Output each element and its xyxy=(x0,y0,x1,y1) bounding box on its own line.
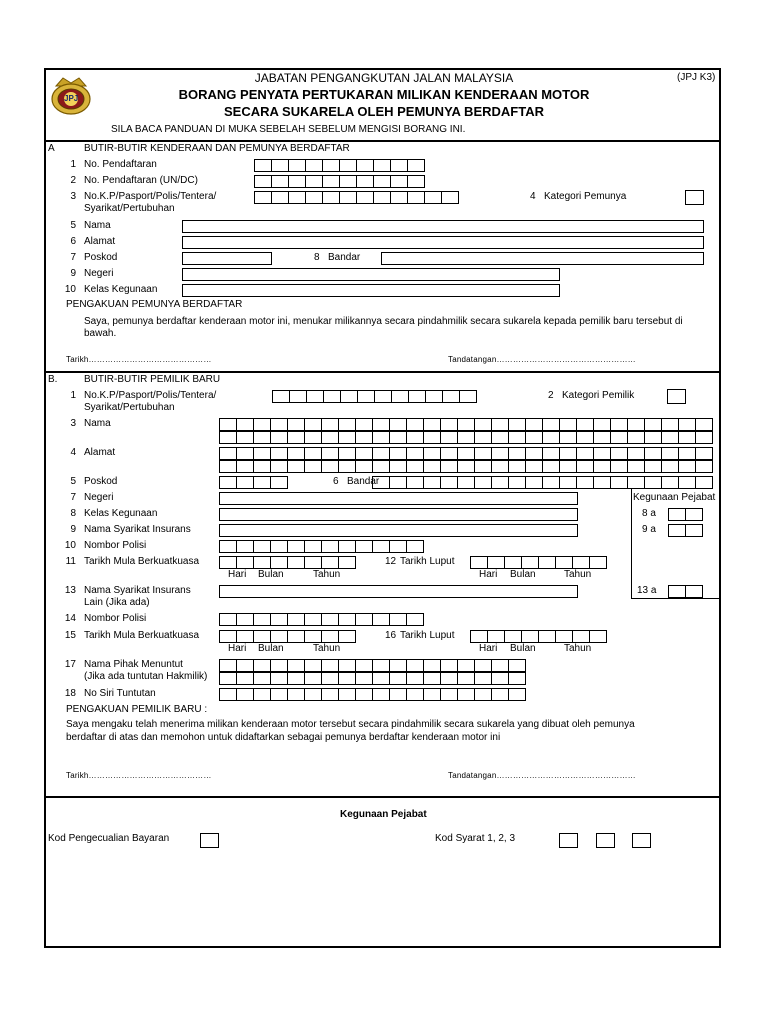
b-declaration-line2: berdaftar di atas dan memohon untuk didaftarkan sebagai pemunya berdaftar kenderaan motor ini xyxy=(66,732,501,743)
a-item-6-num: 6 xyxy=(70,236,76,247)
a-item-8-num: 8 xyxy=(314,252,320,263)
other-policy-number-field[interactable] xyxy=(219,613,424,626)
a-item-10-num: 10 xyxy=(64,284,76,295)
office-code-13a: 13 a xyxy=(637,585,657,596)
a-item-4-num: 4 xyxy=(530,191,536,202)
a-date-line[interactable]: Tarikh……………………………………… xyxy=(66,355,212,364)
section-b-letter: B. xyxy=(48,374,58,385)
form-title-line1: BORANG PENYATA PERTUKARAN MILIKAN KENDERAAN MOTOR xyxy=(178,87,590,102)
office-code-8a: 8 a xyxy=(642,508,656,519)
condition-code-label: Kod Syarat 1, 2, 3 xyxy=(435,833,516,844)
a-declaration-heading: PENGAKUAN PEMUNYA BERDAFTAR xyxy=(66,299,243,310)
a-item-1-num: 1 xyxy=(70,159,76,170)
b-item-1-label: No.K.P/Pasport/Polis/Tentera/ xyxy=(84,390,217,401)
policy-expiry-date-field[interactable] xyxy=(470,556,607,569)
b-item-9-label: Nama Syarikat Insurans xyxy=(84,524,191,535)
a-item-7-num: 7 xyxy=(70,252,76,263)
b12-year-label: Tahun xyxy=(564,569,592,580)
b16-year-label: Tahun xyxy=(564,643,592,654)
b-item-5-num: 5 xyxy=(70,476,76,487)
b-item-4-num: 4 xyxy=(70,447,76,458)
b16-month-label: Bulan xyxy=(510,643,536,654)
owner-postcode-field[interactable] xyxy=(182,252,272,265)
a-declaration-line1: Saya, pemunya berdaftar kenderaan motor ini, menukar milikannya secara pindahmilik secara sukarela kepada pemilik baru tersebut di xyxy=(84,316,683,327)
new-owner-usage-class-field[interactable] xyxy=(219,508,578,521)
registration-number-undc-field[interactable] xyxy=(254,175,425,188)
b-item-3-label: Nama xyxy=(84,418,111,429)
b-item-11-label: Tarikh Mula Berkuatkuasa xyxy=(84,556,200,567)
b-item-18-label: No Siri Tuntutan xyxy=(84,688,156,699)
office-panel-bottom-border xyxy=(631,598,721,599)
insurance-company-field[interactable] xyxy=(219,524,578,537)
a-item-1-label: No. Pendaftaran xyxy=(84,159,157,170)
other-insurance-company-field[interactable] xyxy=(219,585,578,598)
header-divider xyxy=(44,140,721,142)
registration-number-field[interactable] xyxy=(254,159,425,172)
b-signature-line[interactable]: Tandatangan…………………………………………… xyxy=(448,771,636,780)
a-item-5-num: 5 xyxy=(70,220,76,231)
a-item-9-label: Negeri xyxy=(84,268,114,279)
exemption-code-box[interactable] xyxy=(200,833,219,848)
b-item-13-label2: Lain (Jika ada) xyxy=(84,597,150,608)
owner-category-box[interactable] xyxy=(685,190,704,205)
new-owner-city-field[interactable] xyxy=(372,476,713,489)
new-owner-name-row-1[interactable] xyxy=(219,418,713,431)
b-item-12-num: 12 xyxy=(385,556,397,567)
a-item-8-label: Bandar xyxy=(328,252,361,263)
b12-month-label: Bulan xyxy=(510,569,536,580)
b-item-17-label: Nama Pihak Menuntut xyxy=(84,659,183,670)
a-item-2-num: 2 xyxy=(70,175,76,186)
b-item-8-label: Kelas Kegunaan xyxy=(84,508,158,519)
b11-year-label: Tahun xyxy=(313,569,341,580)
a-item-3-label2: Syarikat/Pertubuhan xyxy=(84,203,175,214)
b-item-9-num: 9 xyxy=(70,524,76,535)
b-item-17-label2: (Jika ada tuntutan Hakmilik) xyxy=(84,671,208,682)
new-owner-id-field[interactable] xyxy=(272,390,477,403)
other-policy-expiry-date-field[interactable] xyxy=(470,630,607,643)
a-item-9-num: 9 xyxy=(70,268,76,279)
section-a-divider xyxy=(44,371,721,373)
a-declaration-line2: bawah. xyxy=(84,328,117,339)
b-item-2-label: Kategori Pemilik xyxy=(562,390,635,401)
b12-day-label: Hari xyxy=(479,569,498,580)
a-item-2-label: No. Pendaftaran (UN/DC) xyxy=(84,175,198,186)
b-item-8-num: 8 xyxy=(70,508,76,519)
b-item-1-label2: Syarikat/Pertubuhan xyxy=(84,402,175,413)
b-item-16-label: Tarikh Luput xyxy=(400,630,455,641)
a-item-6-label: Alamat xyxy=(84,236,116,247)
condition-code-box-1[interactable] xyxy=(559,833,578,848)
a-item-3-label: No.K.P/Pasport/Polis/Tentera/ xyxy=(84,191,217,202)
claim-serial-number-field[interactable] xyxy=(219,688,526,701)
b-item-10-label: Nombor Polisi xyxy=(84,540,147,551)
exemption-code-label: Kod Pengecualian Bayaran xyxy=(48,833,170,844)
new-owner-postcode-field[interactable] xyxy=(219,476,288,489)
form-code: (JPJ K3) xyxy=(677,72,716,83)
a-signature-line[interactable]: Tandatangan…………………………………………… xyxy=(448,355,636,364)
b-item-7-label: Negeri xyxy=(84,492,114,503)
new-owner-category-box[interactable] xyxy=(667,389,686,404)
b-item-14-num: 14 xyxy=(64,613,76,624)
section-b-divider xyxy=(44,796,721,798)
a-item-5-label: Nama xyxy=(84,220,111,231)
b-item-14-label: Nombor Polisi xyxy=(84,613,147,624)
b11-day-label: Hari xyxy=(228,569,247,580)
office-13a-boxes[interactable] xyxy=(668,585,703,598)
owner-id-field[interactable] xyxy=(254,191,459,204)
section-a-heading: BUTIR-BUTIR KENDERAAN DAN PEMUNYA BERDAFTAR xyxy=(84,143,350,154)
b-item-13-num: 13 xyxy=(64,585,76,596)
b16-day-label: Hari xyxy=(479,643,498,654)
b15-month-label: Bulan xyxy=(258,643,284,654)
emblem-text: JPJ xyxy=(64,94,79,103)
agency-name: JABATAN PENGANGKUTAN JALAN MALAYSIA xyxy=(254,71,514,85)
owner-address-field[interactable] xyxy=(182,236,704,249)
b-office-use-label: Kegunaan Pejabat xyxy=(633,492,716,503)
office-use-heading: Kegunaan Pejabat xyxy=(340,809,427,820)
policy-number-field[interactable] xyxy=(219,540,424,553)
office-8a-boxes[interactable] xyxy=(668,508,703,521)
condition-code-box-2[interactable] xyxy=(596,833,615,848)
b-item-16-num: 16 xyxy=(385,630,397,641)
b-item-3-num: 3 xyxy=(70,418,76,429)
condition-code-box-3[interactable] xyxy=(632,833,651,848)
office-code-9a: 9 a xyxy=(642,524,656,535)
section-a-letter: A xyxy=(48,143,55,154)
office-panel-left-border xyxy=(631,489,632,598)
new-owner-name-row-2[interactable] xyxy=(219,431,713,444)
owner-state-field[interactable] xyxy=(182,268,560,281)
new-owner-address-row-2[interactable] xyxy=(219,460,713,473)
b-item-7-num: 7 xyxy=(70,492,76,503)
a-item-10-label: Kelas Kegunaan xyxy=(84,284,158,295)
office-9a-boxes[interactable] xyxy=(668,524,703,537)
instruction-text: SILA BACA PANDUAN DI MUKA SEBELAH SEBELUM MENGISI BORANG INI. xyxy=(111,124,466,135)
b-item-6-label: Bandar xyxy=(347,476,380,487)
b-item-18-num: 18 xyxy=(64,688,76,699)
a-item-4-label: Kategori Pemunya xyxy=(544,191,627,202)
a-item-3-num: 3 xyxy=(70,191,76,202)
policy-start-date-field[interactable] xyxy=(219,556,356,569)
other-policy-start-date-field[interactable] xyxy=(219,630,356,643)
b-item-4-label: Alamat xyxy=(84,447,116,458)
new-owner-state-field[interactable] xyxy=(219,492,578,505)
new-owner-address-row-1[interactable] xyxy=(219,447,713,460)
b-declaration-heading: PENGAKUAN PEMILIK BARU : xyxy=(66,704,208,715)
owner-city-field[interactable] xyxy=(381,252,704,265)
b-item-6-num: 6 xyxy=(333,476,339,487)
b-item-1-num: 1 xyxy=(70,390,76,401)
owner-name-field[interactable] xyxy=(182,220,704,233)
b-item-17-num: 17 xyxy=(64,659,76,670)
owner-usage-class-field[interactable] xyxy=(182,284,560,297)
section-b-heading: BUTIR-BUTIR PEMILIK BARU xyxy=(84,374,221,385)
b15-day-label: Hari xyxy=(228,643,247,654)
b-item-10-num: 10 xyxy=(64,540,76,551)
b-declaration-line1: Saya mengaku telah menerima milikan kenderaan motor tersebut secara pindahmilik secara sukarela yang dibuat oleh pemunya xyxy=(66,719,635,730)
b-item-11-num: 11 xyxy=(65,556,76,567)
b-item-12-label: Tarikh Luput xyxy=(400,556,455,567)
b-item-15-label: Tarikh Mula Berkuatkuasa xyxy=(84,630,200,641)
form-title-line2: SECARA SUKARELA OLEH PEMUNYA BERDAFTAR xyxy=(224,104,544,119)
b-date-line[interactable]: Tarikh……………………………………… xyxy=(66,771,212,780)
a-item-7-label: Poskod xyxy=(84,252,118,263)
claimant-name-row-1[interactable] xyxy=(219,659,526,672)
b-item-15-num: 15 xyxy=(64,630,76,641)
b11-month-label: Bulan xyxy=(258,569,284,580)
b15-year-label: Tahun xyxy=(313,643,341,654)
claimant-name-row-2[interactable] xyxy=(219,672,526,685)
b-item-13-label: Nama Syarikat Insurans xyxy=(84,585,191,596)
b-item-5-label: Poskod xyxy=(84,476,118,487)
b-item-2-num: 2 xyxy=(548,390,554,401)
